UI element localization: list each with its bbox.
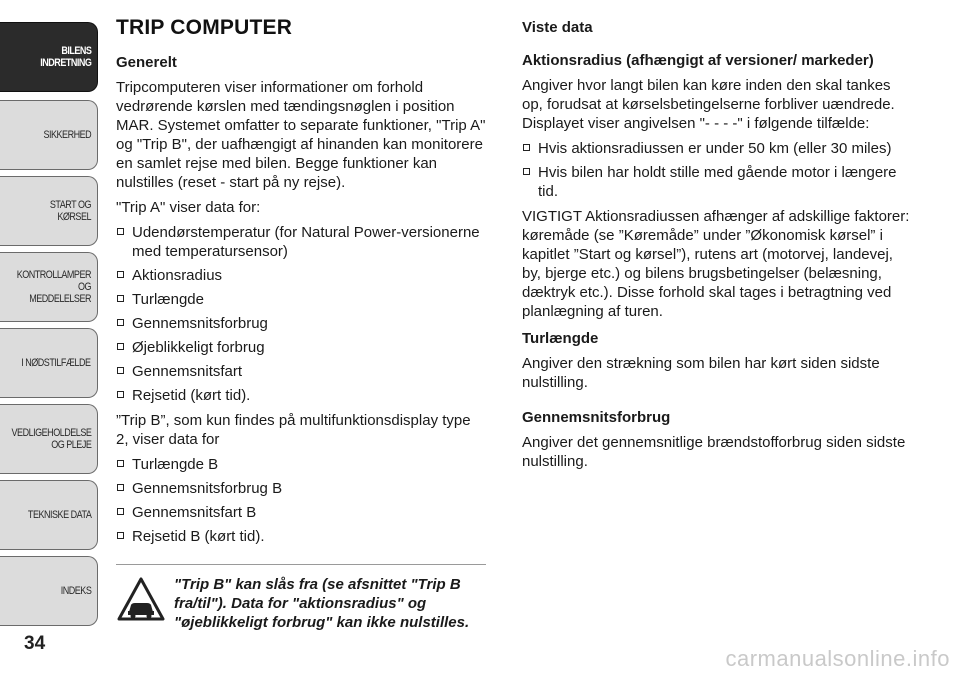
checkbox-bullet-icon [117, 319, 124, 326]
section-heading-generelt: Generelt [116, 54, 177, 71]
page-title: TRIP COMPUTER [116, 16, 293, 39]
aktionsradius-paragraph: Angiver hvor langt bilen kan køre inden den skal tankes op, forudsat at kørselsbetingelserne forbliver uændrede. Displayet viser angivelsen "- - - -" i følgende tilfælde: [522, 77, 895, 132]
tab-i-nodstilfaelde[interactable] [0, 328, 98, 398]
checkbox-bullet-icon [117, 271, 124, 278]
checkbox-bullet-icon [117, 484, 124, 491]
list-item: Rejsetid B (kørt tid). [116, 527, 486, 546]
trip-a-intro: "Trip A" viser data for: [116, 199, 261, 216]
tab-label: I NØDSTILFÆLDE [21, 357, 91, 369]
tab-tekniske-data[interactable] [0, 480, 98, 550]
section-heading-gennemsnitsforbrug: Gennemsnitsforbrug [522, 409, 671, 426]
car-warning-icon [116, 575, 166, 625]
list-item: Turlængde B [116, 455, 486, 474]
tab-label: KONTROLLAMPER OG MEDDELELSER [16, 269, 91, 305]
tab-bilens-indretning[interactable] [0, 22, 98, 92]
tab-sikkerhed[interactable] [0, 100, 98, 170]
list-item: Udendørstemperatur (for Natural Power-versionerne med temperatursensor) [116, 223, 486, 261]
list-item: Rejsetid (kørt tid). [116, 386, 486, 405]
checkbox-bullet-icon [523, 144, 530, 151]
trip-b-list [116, 455, 486, 546]
trip-a-list [116, 223, 486, 405]
turlaengde-paragraph: Angiver den strækning som bilen har kørt siden sidste nulstilling. [522, 355, 880, 391]
tab-label: START OG KØRSEL [49, 199, 91, 223]
checkbox-bullet-icon [117, 391, 124, 398]
tab-start-og-korsel[interactable] [0, 176, 98, 246]
list-item: Gennemsnitsforbrug B [116, 479, 486, 498]
note-box [116, 564, 486, 632]
aktionsradius-list [522, 139, 912, 201]
checkbox-bullet-icon [117, 367, 124, 374]
list-item: Gennemsnitsfart B [116, 503, 486, 522]
checkbox-bullet-icon [117, 343, 124, 350]
checkbox-bullet-icon [117, 532, 124, 539]
tab-label: BILENS INDRETNING [39, 45, 91, 69]
list-item: Hvis bilen har holdt stille med gående motor i længere tid. [522, 163, 912, 201]
tab-label: VEDLIGEHOLDELSE OG PLEJE [11, 427, 91, 451]
intro-paragraph: Tripcomputeren viser informationer om forhold vedrørende kørslen med tændingsnøglen i position MAR. Systemet omfatter to separate funktioner, "Trip A" og "Trip B", der uafhængigt af hinanden kan monitorere en samlet rejse med bilen. Begge funktioner kan nulstilles (reset - start på ny rejse). [116, 79, 486, 191]
list-item: Turlængde [116, 290, 486, 309]
checkbox-bullet-icon [117, 295, 124, 302]
tab-label: INDEKS [60, 585, 91, 597]
section-heading-turlaengde: Turlængde [522, 330, 599, 347]
section-heading-aktionsradius: Aktionsradius (afhængigt af versioner/ markeder) [522, 52, 874, 69]
tab-kontrollamper[interactable] [0, 252, 98, 322]
checkbox-bullet-icon [117, 460, 124, 467]
list-item: Gennemsnitsfart [116, 362, 486, 381]
checkbox-bullet-icon [117, 508, 124, 515]
checkbox-bullet-icon [117, 228, 124, 235]
page-number: 34 [24, 633, 46, 654]
list-item: Hvis aktionsradiussen er under 50 km (eller 30 miles) [522, 139, 912, 158]
trip-b-intro: ”Trip B”, som kun findes på multifunktionsdisplay type 2, viser data for [116, 412, 471, 448]
checkbox-bullet-icon [523, 168, 530, 175]
tab-vedligeholdelse[interactable] [0, 404, 98, 474]
list-item: Gennemsnitsforbrug [116, 314, 486, 333]
gennemsnitsforbrug-paragraph: Angiver det gennemsnitlige brændstofforbrug siden sidste nulstilling. [522, 434, 906, 470]
tab-label: TEKNISKE DATA [27, 509, 91, 521]
tab-label: SIKKERHED [43, 129, 91, 141]
vigtigt-paragraph: VIGTIGT Aktionsradiussen afhænger af adskillige faktorer: køremåde (se ”Køremåde” under ”Økonomisk kørsel” i kapitlet ”Start og kørsel”), rutens art (motorvej, landevej, by, bjerge etc.) og bilens brugsbetingelser (belæsning, dæktryk etc.). Disse forhold skal tages i betragtning ved planlægning af turen. [522, 208, 910, 320]
left-column [116, 18, 486, 552]
section-heading-viste-data: Viste data [522, 19, 593, 36]
watermark: carmanualsonline.info [725, 646, 950, 671]
note-text: "Trip B" kan slås fra (se afsnittet "Trip B fra/til"). Data for "aktionsradius" og "øjeblikkeligt forbrug" kan ikke nulstilles. [174, 576, 470, 631]
tab-indeks[interactable] [0, 556, 98, 626]
list-item: Aktionsradius [116, 266, 486, 285]
right-column [522, 18, 912, 477]
list-item: Øjeblikkeligt forbrug [116, 338, 486, 357]
